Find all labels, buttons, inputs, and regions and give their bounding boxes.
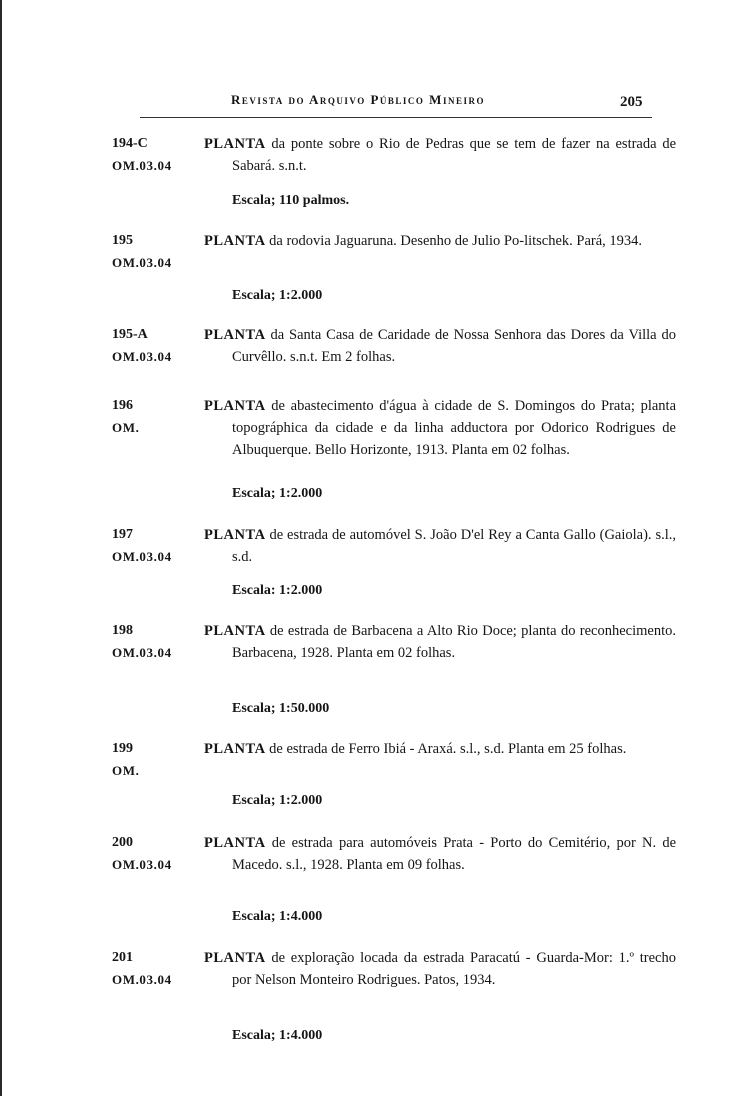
entry-scale: Escala; 1:4.000 [232,909,323,924]
entry-description [204,738,676,760]
entry-description [204,133,676,177]
entry-code: OM.03.04 [112,349,172,364]
entry-scale: Escala; 1:2.000 [232,288,323,303]
entry-text: de abastecimento d'água à cidade de S. Domingos do Prata; planta topográphica da cidade e da linha adductora por Odorico Rodrigues de Albuquerque. Bello Horizonte, 1913. Planta em 02 folhas. [232,398,676,458]
entry-description [204,395,676,461]
entry-text: de estrada de Ferro Ibiá - Araxá. s.l., s.d. Planta em 25 folhas. [269,741,627,757]
entry-code: OM.03.04 [112,549,172,564]
entry-number: 196 [112,398,133,413]
entry-number: 195-A [112,327,148,342]
entry-scale: Escala; 1:4.000 [232,1028,323,1043]
entry-code: OM.03.04 [112,158,172,173]
entry-description [204,832,676,876]
entry-description [204,524,676,568]
entry-lead: PLANTA [204,136,266,152]
entry-scale: Escala; 1:2.000 [232,486,323,501]
entry-lead: PLANTA [204,233,266,249]
entry-code: OM.03.04 [112,972,172,987]
entry-text: de estrada de automóvel S. João D'el Rey a Canta Gallo (Gaiola). s.l., s.d. [232,527,677,565]
entry-number: 199 [112,741,133,756]
entry-number: 197 [112,527,133,542]
entry-number: 198 [112,623,133,638]
entry-scale: Escala; 1:2.000 [232,793,323,808]
entry-description [204,947,676,991]
entry-code: OM. [112,420,140,435]
running-header-title: Revista do Arquivo Público Mineiro [231,92,485,107]
entry-code: OM.03.04 [112,255,172,270]
entry-description [204,620,676,664]
entry-number: 200 [112,835,133,850]
entry-scale: Escala; 110 palmos. [232,193,350,208]
entry-description [204,230,676,252]
entry-text: de estrada de Barbacena a Alto Rio Doce; planta do reconhecimento. Barbacena, 1928. Planta em 02 folhas. [232,623,676,661]
header-divider [140,117,652,118]
page-edge-rule [0,0,2,1096]
entry-lead: PLANTA [204,398,266,414]
entry-number: 201 [112,950,133,965]
entry-text: de estrada para automóveis Prata - Porto do Cemitério, por N. de Macedo. s.l., 1928. Planta em 09 folhas. [232,835,677,873]
entry-code: OM. [112,763,140,778]
entry-text: da ponte sobre o Rio de Pedras que se tem de fazer na estrada de Sabará. s.n.t. [232,136,677,174]
page-number: 205 [620,94,643,110]
entry-scale: Escala; 1:50.000 [232,701,330,716]
entry-number: 195 [112,233,133,248]
entry-text: da Santa Casa de Caridade de Nossa Senhora das Dores da Villa do Curvêllo. s.n.t. Em 2 folhas. [232,327,676,365]
entry-text: de exploração locada da estrada Paracatú - Guarda-Mor: 1.º trecho por Nelson Monteiro Rodrigues. Patos, 1934. [232,950,676,988]
entry-code: OM.03.04 [112,645,172,660]
entry-text: da rodovia Jaguaruna. Desenho de Julio Po-litschek. Pará, 1934. [269,233,643,249]
entry-number: 194-C [112,136,148,151]
entry-lead: PLANTA [204,835,266,851]
entry-lead: PLANTA [204,741,266,757]
entry-lead: PLANTA [204,950,266,966]
entry-description [204,324,676,368]
entry-code: OM.03.04 [112,857,172,872]
entry-lead: PLANTA [204,623,266,639]
entry-scale: Escala: 1:2.000 [232,583,323,598]
entry-lead: PLANTA [204,527,266,543]
entry-lead: PLANTA [204,327,266,343]
